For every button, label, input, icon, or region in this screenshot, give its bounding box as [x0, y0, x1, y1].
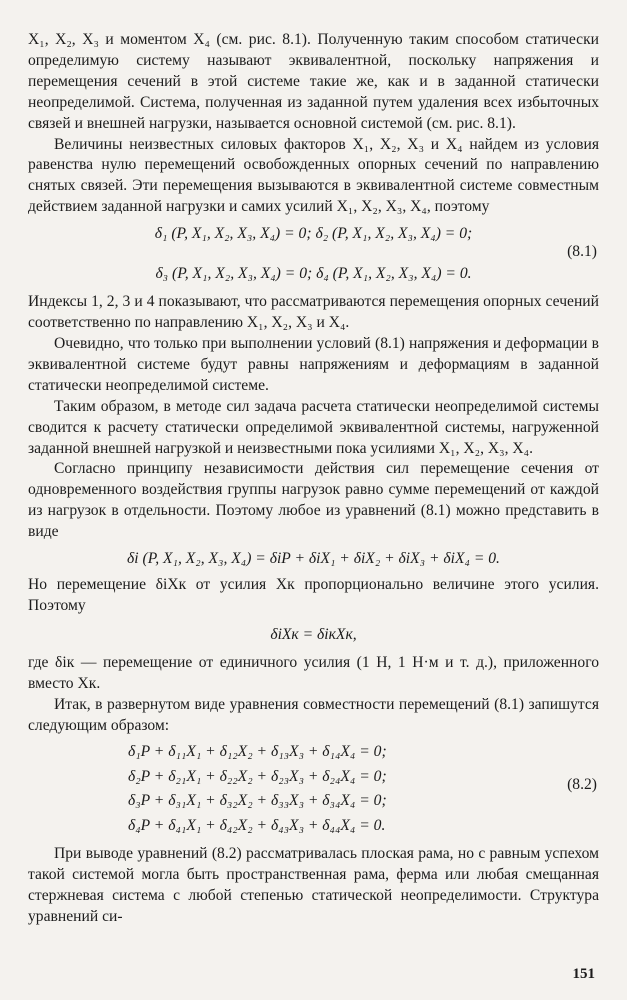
equation-8-1 — [28, 222, 599, 286]
equation-8-1-line-2: δ₃ (P, X₁, X₂, X₃, X₄) = 0; δ₄ (P, X₁, X₂, X₃, X₄) = 0. — [155, 265, 472, 283]
paragraph-force-method: Таким образом, в методе сил задача расчета статически неопределимой системы сводится к расчету статически определимой эквивалентной системы, нагруженной заданной внешней нагрузкой и неизвестными пока усилиями X₁, X₂, X₃, X₄. — [28, 397, 599, 457]
equation-8-2-row-2: δ₂P + δ₂₁X₁ + δ₂₂X₂ + δ₂₃X₃ + δ₂₄X₄ = 0; — [128, 767, 387, 785]
paragraph-unknown-forces: Величины неизвестных силовых факторов X₁, X₂, X₃ и X₄ найдем из условия равенства нулю перемещений освобожденных опорных сечений по направлению снятых связей. Эти перемещения вызываются в эквивалентной системе совместным действием заданной нагрузки и самих усилий X₁, X₂, X₃, X₄, поэтому — [28, 135, 599, 216]
paragraph-indices: Индексы 1, 2, 3 и 4 показывают, что рассматриваются перемещения опорных сечений соответственно по направлению X₁, X₂, X₃ и X₄. — [28, 293, 599, 332]
paragraph-unit-displacement: где δiк — перемещение от единичного усилия (1 Н, 1 Н·м и т. д.), приложенного вместо Xк. — [28, 653, 599, 692]
paragraph-equivalent-system: X₁, X₂, X₃ и моментом X₄ (см. рис. 8.1). Полученную таким способом статически определимую систему называют эквивалентной, поскольку напряжения и перемещения сечений в этой системе такие же, как и в заданной статически неопределимой. Система, полученная из заданной путем удаления всех избыточных связей и внешней нагрузки, называется основной системой (см. рис. 8.1). — [28, 31, 599, 132]
equation-8-1-line-1: δ₁ (P, X₁, X₂, X₃, X₄) = 0; δ₂ (P, X₁, X₂, X₃, X₄) = 0; — [154, 225, 473, 243]
equation-8-2 — [28, 740, 599, 838]
page-number: 151 — [572, 966, 595, 982]
equation-proportional: δiXк = δiкXк, — [270, 625, 357, 643]
equation-8-2-row-3: δ₃P + δ₃₁X₁ + δ₃₂X₂ + δ₃₃X₃ + δ₃₄X₄ = 0; — [128, 792, 387, 810]
book-page — [28, 30, 599, 928]
paragraph-plane-frame: При выводе уравнений (8.2) рассматривалась плоская рама, но с равным успехом такой системой могла быть пространственная рама, ферма или любая смещанная стержневая система с любой степенью статической неопределимости. Структура уравнений си- — [28, 845, 599, 926]
paragraph-obviously: Очевидно, что только при выполнении условий (8.1) напряжения и деформации в эквивалентной системе будут равны напряжениям и деформациям в заданной статически неопределимой системе. — [28, 334, 599, 394]
equation-sum: δi (P, X₁, X₂, X₃, X₄) = δiP + δiX₁ + δiX₂ + δiX₃ + δiX₄ = 0. — [127, 550, 500, 568]
equation-8-2-row-1: δ₁P + δ₁₁X₁ + δ₁₂X₂ + δ₁₃X₃ + δ₁₄X₄ = 0; — [128, 743, 387, 761]
paragraph-superposition: Согласно принципу независимости действия сил перемещение сечения от одновременного воздействия группы нагрузок равно сумме перемещений от каждой из нагрузок в отдельности. Поэтому любое из уравнений (8.1) можно представить в виде — [28, 460, 599, 541]
equation-8-1-number: (8.1) — [567, 243, 597, 261]
paragraph-proportional: Но перемещение δiXк от усилия Xк пропорционально величине этого усилия. Поэтому — [28, 576, 599, 614]
equation-8-2-number: (8.2) — [567, 776, 597, 794]
paragraph-compatibility: Итак, в развернутом виде уравнения совместности перемещений (8.1) запишутся следующим образом: — [28, 695, 599, 734]
equation-8-2-row-4: δ₄P + δ₄₁X₁ + δ₄₂X₂ + δ₄₃X₃ + δ₄₄X₄ = 0. — [128, 816, 386, 834]
